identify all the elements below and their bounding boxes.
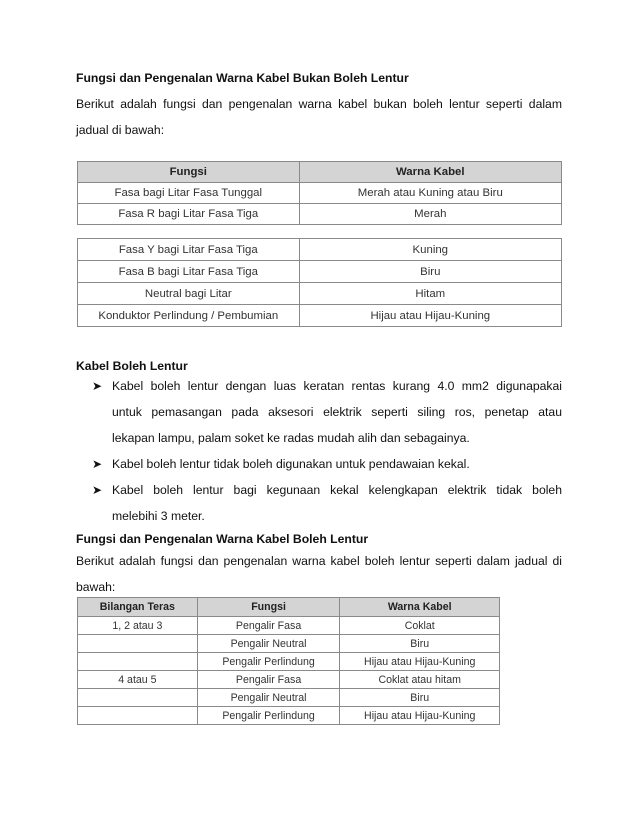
table-cell: Konduktor Perlindung / Pembumian [78, 305, 300, 327]
table-row [78, 261, 562, 283]
list-item [92, 477, 562, 529]
table-header-row [78, 162, 562, 183]
bullet-line: untuk pemasangan pada aksesori elektrik seperti siling ros, penetap atau [112, 405, 562, 419]
table-row [78, 707, 500, 725]
table-cell: Coklat [340, 617, 500, 635]
column-header: Fungsi [197, 598, 340, 617]
arrow-bullet-icon: ➤ [92, 457, 103, 471]
table-row [78, 653, 500, 671]
arrow-bullet-icon: ➤ [92, 379, 103, 393]
table-cell: Coklat atau hitam [340, 671, 500, 689]
table-cell: Fasa bagi Litar Fasa Tunggal [78, 183, 300, 204]
table-cell: Fasa R bagi Litar Fasa Tiga [78, 204, 300, 225]
table-cell: Hijau atau Hijau-Kuning [340, 653, 500, 671]
table-cell: Hitam [299, 283, 561, 305]
table-row [78, 239, 562, 261]
table-row [78, 671, 500, 689]
flexible-cable-table [77, 597, 500, 725]
table-cell: Kuning [299, 239, 561, 261]
section-intro-flexible [76, 548, 562, 600]
table-cell: Biru [299, 261, 561, 283]
list-item [92, 451, 562, 477]
non-flexible-cable-table-top [77, 161, 562, 225]
list-item [92, 373, 562, 451]
table-cell: Fasa Y bagi Litar Fasa Tiga [78, 239, 300, 261]
table-cell: Pengalir Neutral [197, 689, 340, 707]
column-header: Fungsi [78, 162, 300, 183]
table-cell: Pengalir Fasa [197, 671, 340, 689]
intro-line: bawah: [76, 580, 116, 594]
table-row [78, 635, 500, 653]
table-cell: Pengalir Perlindung [197, 707, 340, 725]
table-cell [78, 707, 198, 725]
table-row [78, 283, 562, 305]
table-cell: 1, 2 atau 3 [78, 617, 198, 635]
table-row [78, 617, 500, 635]
table-row [78, 689, 500, 707]
table-cell: Biru [340, 689, 500, 707]
intro-line: Berikut adalah fungsi dan pengenalan warna kabel boleh lentur seperti dalam jadual di [76, 554, 562, 568]
bullet-line: Kabel boleh lentur dengan luas keratan rentas kurang 4.0 mm2 digunapakai [112, 379, 562, 393]
table-cell: Merah [299, 204, 561, 225]
intro-line: Berikut adalah fungsi dan pengenalan warna kabel bukan boleh lentur seperti dalam [76, 97, 562, 111]
bullet-line: Kabel boleh lentur tidak boleh digunakan untuk pendawaian kekal. [112, 457, 470, 471]
arrow-bullet-icon: ➤ [92, 483, 103, 497]
section-heading-flexible-colours: Fungsi dan Pengenalan Warna Kabel Boleh Lentur [76, 532, 369, 546]
bullet-line: Kabel boleh lentur bagi kegunaan kekal kelengkapan elektrik tidak boleh [112, 483, 562, 497]
column-header: Bilangan Teras [78, 598, 198, 617]
table-row [78, 305, 562, 327]
table-cell: Pengalir Fasa [197, 617, 340, 635]
bullet-line: melebihi 3 meter. [112, 509, 205, 523]
flexible-cable-bullet-list [92, 373, 562, 529]
table-row [78, 183, 562, 204]
table-cell: Hijau atau Hijau-Kuning [340, 707, 500, 725]
section-intro-non-flexible [76, 91, 562, 143]
column-header: Warna Kabel [340, 598, 500, 617]
table-cell: Pengalir Neutral [197, 635, 340, 653]
table-cell [78, 635, 198, 653]
table-cell: Hijau atau Hijau-Kuning [299, 305, 561, 327]
table-cell: Fasa B bagi Litar Fasa Tiga [78, 261, 300, 283]
table-row [78, 204, 562, 225]
table-header-row [78, 598, 500, 617]
table-cell: Neutral bagi Litar [78, 283, 300, 305]
non-flexible-cable-table-bottom [77, 238, 562, 327]
column-header: Warna Kabel [299, 162, 561, 183]
intro-line: jadual di bawah: [76, 123, 165, 137]
table-cell [78, 689, 198, 707]
table-cell: Merah atau Kuning atau Biru [299, 183, 561, 204]
bullet-line: lekapan lampu, palam soket ke radas mudah alih dan sebagainya. [112, 431, 470, 445]
section-heading-non-flexible: Fungsi dan Pengenalan Warna Kabel Bukan Boleh Lentur [76, 71, 409, 85]
section-heading-flexible: Kabel Boleh Lentur [76, 359, 188, 373]
table-cell: Pengalir Perlindung [197, 653, 340, 671]
table-cell: Biru [340, 635, 500, 653]
table-cell: 4 atau 5 [78, 671, 198, 689]
table-cell [78, 653, 198, 671]
